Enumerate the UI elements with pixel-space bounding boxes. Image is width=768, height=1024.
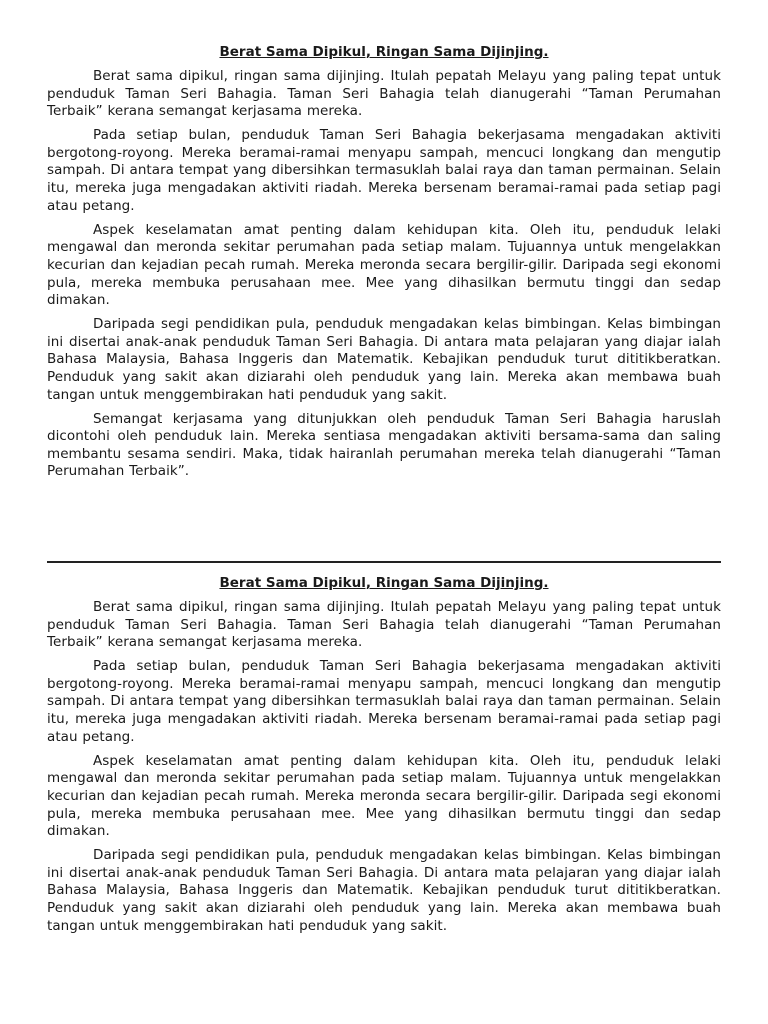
essay-title: Berat Sama Dipikul, Ringan Sama Dijinjing. [219, 575, 549, 591]
essay-copy-2 [47, 574, 721, 942]
paragraph-2: Pada setiap bulan, penduduk Taman Seri Bahagia bekerjasama mengadakan aktiviti bergotong-royong. Mereka beramai-ramai menyapu sampah, mencuci longkang dan mengutip sampah. Di antara tempat yang dibersihkan termasuklah balai raya dan taman permainan. Selain itu, mereka juga mengadakan aktiviti riadah. Mereka bersenam beramai-ramai pada setiap pagi atau petang. [47, 127, 721, 214]
paragraph-1: Berat sama dipikul, ringan sama dijinjing. Itulah pepatah Melayu yang paling tepat untuk penduduk Taman Seri Bahagia. Taman Seri Bahagia telah dianugerahi “Taman Perumahan Terbaik” kerana semangat kerjasama mereka. [47, 599, 721, 651]
paragraph-3: Aspek keselamatan amat penting dalam kehidupan kita. Oleh itu, penduduk lelaki mengawal dan meronda sekitar perumahan pada setiap malam. Tujuannya untuk mengelakkan kecurian dan kejadian pecah rumah. Mereka meronda secara bergilir-gilir. Daripada segi ekonomi pula, mereka membuka perusahaan mee. Mee yang dihasilkan bermutu tinggi dan sedap dimakan. [47, 221, 721, 309]
essay-title: Berat Sama Dipikul, Ringan Sama Dijinjing. [219, 44, 549, 60]
paragraph-3: Aspek keselamatan amat penting dalam kehidupan kita. Oleh itu, penduduk lelaki mengawal dan meronda sekitar perumahan pada setiap malam. Tujuannya untuk mengelakkan kecurian dan kejadian pecah rumah. Mereka meronda secara bergilir-gilir. Daripada segi ekonomi pula, mereka membuka perusahaan mee. Mee yang dihasilkan bermutu tinggi dan sedap dimakan. [47, 752, 721, 840]
paragraph-2: Pada setiap bulan, penduduk Taman Seri Bahagia bekerjasama mengadakan aktiviti bergotong-royong. Mereka beramai-ramai menyapu sampah, mencuci longkang dan mengutip sampah. Di antara tempat yang dibersihkan termasuklah balai raya dan taman permainan. Selain itu, mereka juga mengadakan aktiviti riadah. Mereka bersenam beramai-ramai pada setiap pagi atau petang. [47, 658, 721, 745]
paragraph-4: Daripada segi pendidikan pula, penduduk mengadakan kelas bimbingan. Kelas bimbingan ini disertai anak-anak penduduk Taman Seri Bahagia. Di antara mata pelajaran yang diajar ialah Bahasa Malaysia, Bahasa Inggeris dan Matematik. Kebajikan penduduk turut dititikberatkan. Penduduk yang sakit akan diziarahi oleh penduduk yang lain. Mereka akan membawa buah tangan untuk menggembirakan hati penduduk yang sakit. [47, 847, 721, 934]
essay-copy-1 [47, 43, 721, 488]
paragraph-1: Berat sama dipikul, ringan sama dijinjing. Itulah pepatah Melayu yang paling tepat untuk penduduk Taman Seri Bahagia. Taman Seri Bahagia telah dianugerahi “Taman Perumahan Terbaik” kerana semangat kerjasama mereka. [47, 68, 721, 120]
section-divider [47, 561, 721, 563]
paragraph-4: Daripada segi pendidikan pula, penduduk mengadakan kelas bimbingan. Kelas bimbingan ini disertai anak-anak penduduk Taman Seri Bahagia. Di antara mata pelajaran yang diajar ialah Bahasa Malaysia, Bahasa Inggeris dan Matematik. Kebajikan penduduk turut dititikberatkan. Penduduk yang sakit akan diziarahi oleh penduduk yang lain. Mereka akan membawa buah tangan untuk menggembirakan hati penduduk yang sakit. [47, 316, 721, 403]
paragraph-5: Semangat kerjasama yang ditunjukkan oleh penduduk Taman Seri Bahagia haruslah dicontohi oleh penduduk lain. Mereka sentiasa mengadakan aktiviti bersama-sama dan saling membantu sesama sendiri. Maka, tidak hairanlah perumahan mereka telah dianugerahi “Taman Perumahan Terbaik”. [47, 410, 721, 480]
